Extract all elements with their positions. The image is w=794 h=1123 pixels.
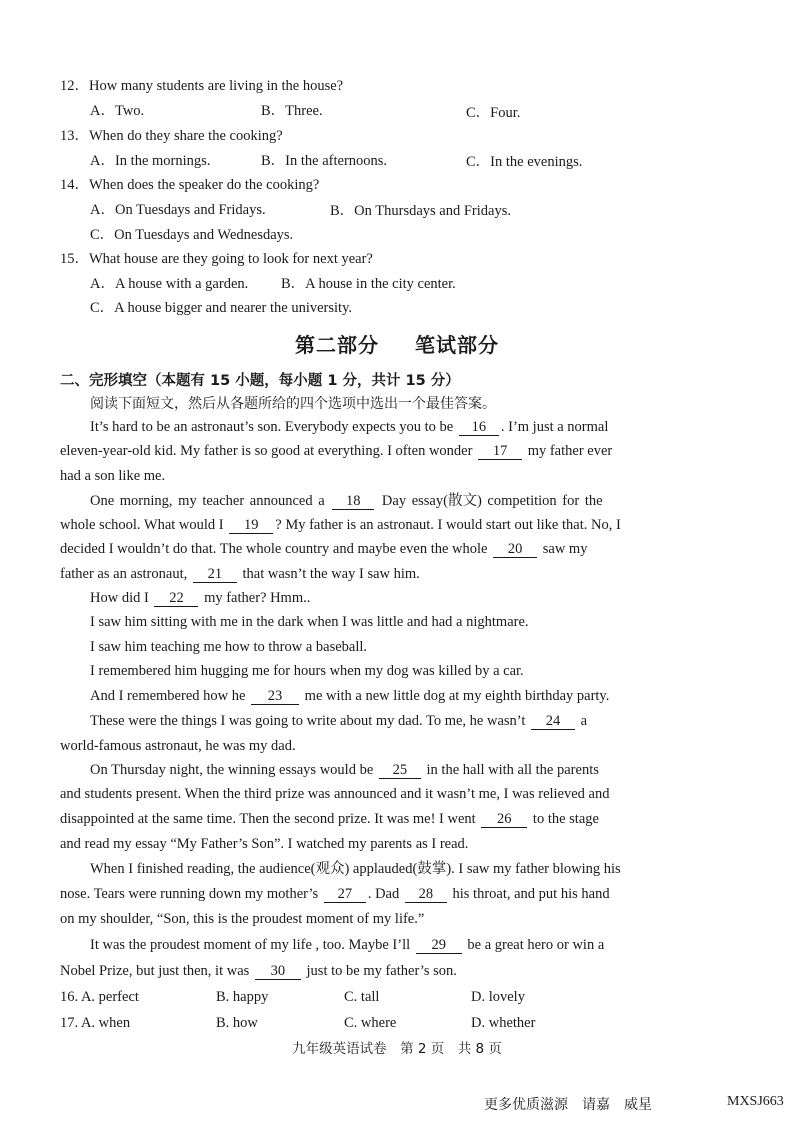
section-name: 笔试部分 bbox=[415, 333, 499, 357]
q15-option-a: A．A house with a garden. bbox=[90, 276, 249, 292]
passage-line: disappointed at the same time. Then the second prize. It was me! I went 26 to the stage bbox=[60, 811, 599, 827]
question-13: 13．When do they share the cooking? bbox=[60, 128, 283, 144]
blank-18: 18 bbox=[332, 494, 374, 510]
watermark-code: MXSJ663 bbox=[727, 1094, 784, 1109]
q13-option-a: A．In the mornings. bbox=[90, 153, 211, 169]
q15-option-c: C．A house bigger and nearer the university. bbox=[90, 300, 353, 316]
blank-21: 21 bbox=[193, 567, 237, 583]
passage-line: Nobel Prize, but just then, it was 30 just to be my father’s son. bbox=[60, 963, 457, 979]
blank-30: 30 bbox=[255, 964, 301, 980]
q15-option-b: B．A house in the city center. bbox=[281, 276, 456, 292]
passage-line: decided I wouldn’t do that. The whole country and maybe even the whole 20 saw my bbox=[60, 541, 588, 557]
blank-26: 26 bbox=[481, 812, 527, 828]
passage-line: On Thursday night, the winning essays would be 25 in the hall with all the parents bbox=[90, 762, 599, 778]
passage-line: How did I 22 my father? Hmm.. bbox=[90, 590, 311, 606]
q16-option-d: D. lovely bbox=[471, 989, 525, 1005]
q14-option-b: B．On Thursdays and Fridays. bbox=[330, 203, 511, 219]
passage-line: I saw him teaching me how to throw a baseball. bbox=[90, 639, 368, 655]
q12-option-a: A．Two. bbox=[90, 103, 145, 119]
passage-line: world-famous astronaut, he was my dad. bbox=[60, 738, 296, 754]
passage-line: I saw him sitting with me in the dark when I was little and had a nightmare. bbox=[90, 614, 529, 630]
blank-27: 27 bbox=[324, 887, 366, 903]
passage-line: and students present. When the third prize was announced and it wasn’t me, I was relieved and bbox=[60, 786, 610, 802]
blank-20: 20 bbox=[493, 542, 537, 558]
cloze-heading: 二、完形填空（本题有 15 小题，每小题 1 分，共计 15 分） bbox=[60, 373, 460, 389]
blank-28: 28 bbox=[405, 887, 447, 903]
blank-19: 19 bbox=[229, 518, 273, 534]
passage-line: One morning, my teacher announced a 18 Day essay(散文) competition for the bbox=[90, 493, 603, 509]
passage-line: whole school. What would I 19 ? My father is an astronaut. I would start out like that. No, I bbox=[60, 517, 621, 533]
blank-16: 16 bbox=[459, 420, 499, 436]
blank-24: 24 bbox=[531, 714, 575, 730]
blank-25: 25 bbox=[379, 763, 421, 779]
passage-line: It’s hard to be an astronaut’s son. Everybody expects you to be 16 . I’m just a normal bbox=[90, 419, 609, 435]
q14-option-a: A．On Tuesdays and Fridays. bbox=[90, 202, 266, 218]
passage-line: eleven-year-old kid. My father is so good at everything. I often wonder 17 my father ever bbox=[60, 443, 613, 459]
q13-option-c: C．In the evenings. bbox=[466, 154, 583, 170]
passage-line: nose. Tears were running down my mother’s 27 . Dad 28 his throat, and put his hand bbox=[60, 886, 610, 902]
blank-22: 22 bbox=[154, 591, 198, 607]
passage-line: had a son like me. bbox=[60, 468, 166, 484]
q12-option-c: C．Four. bbox=[466, 105, 521, 121]
page-footer: 九年级英语试卷 第 2 页 共 8 页 bbox=[292, 1041, 502, 1057]
passage-line: I remembered him hugging me for hours when my dog was killed by a car. bbox=[90, 663, 524, 679]
passage-line: These were the things I was going to write about my dad. To me, he wasn’t 24 a bbox=[90, 713, 588, 729]
question-12: 12．How many students are living in the house? bbox=[60, 78, 344, 94]
q14-option-c: C．On Tuesdays and Wednesdays. bbox=[90, 227, 294, 243]
blank-23: 23 bbox=[251, 689, 299, 705]
passage-line: and read my essay “My Father’s Son”. I watched my parents as I read. bbox=[60, 836, 469, 852]
passage-line: And I remembered how he 23 me with a new little dog at my eighth birthday party. bbox=[90, 688, 610, 704]
passage-line: father as an astronaut, 21 that wasn’t the way I saw him. bbox=[60, 566, 420, 582]
cloze-instructions: 阅读下面短文，然后从各题所给的四个选项中选出一个最佳答案。 bbox=[90, 396, 496, 412]
passage-line: It was the proudest moment of my life , too. Maybe I’ll 29 be a great hero or win a bbox=[90, 937, 605, 953]
q16-option-c: C. tall bbox=[344, 989, 380, 1005]
q12-option-b: B．Three. bbox=[261, 103, 323, 119]
passage-line: on my shoulder, “Son, this is the proudest moment of my life.” bbox=[60, 911, 425, 927]
blank-17: 17 bbox=[478, 444, 522, 460]
q17-option-b: B. how bbox=[216, 1015, 258, 1031]
promo-text: 更多优质滋源 请嘉 威星 bbox=[484, 1097, 652, 1113]
section-title bbox=[0, 329, 794, 358]
q17-option-c: C. where bbox=[344, 1015, 397, 1031]
q16-option-a: 16. A. perfect bbox=[60, 989, 139, 1005]
passage-line: When I finished reading, the audience(观众) applauded(鼓掌). I saw my father blowing his bbox=[90, 861, 621, 877]
question-14: 14．When does the speaker do the cooking? bbox=[60, 177, 320, 193]
q16-option-b: B. happy bbox=[216, 989, 269, 1005]
blank-29: 29 bbox=[416, 938, 462, 954]
question-15: 15．What house are they going to look for next year? bbox=[60, 251, 373, 267]
q17-option-d: D. whether bbox=[471, 1015, 536, 1031]
section-part: 第二部分 bbox=[295, 333, 379, 357]
q13-option-b: B．In the afternoons. bbox=[261, 153, 388, 169]
q17-option-a: 17. A. when bbox=[60, 1015, 131, 1031]
